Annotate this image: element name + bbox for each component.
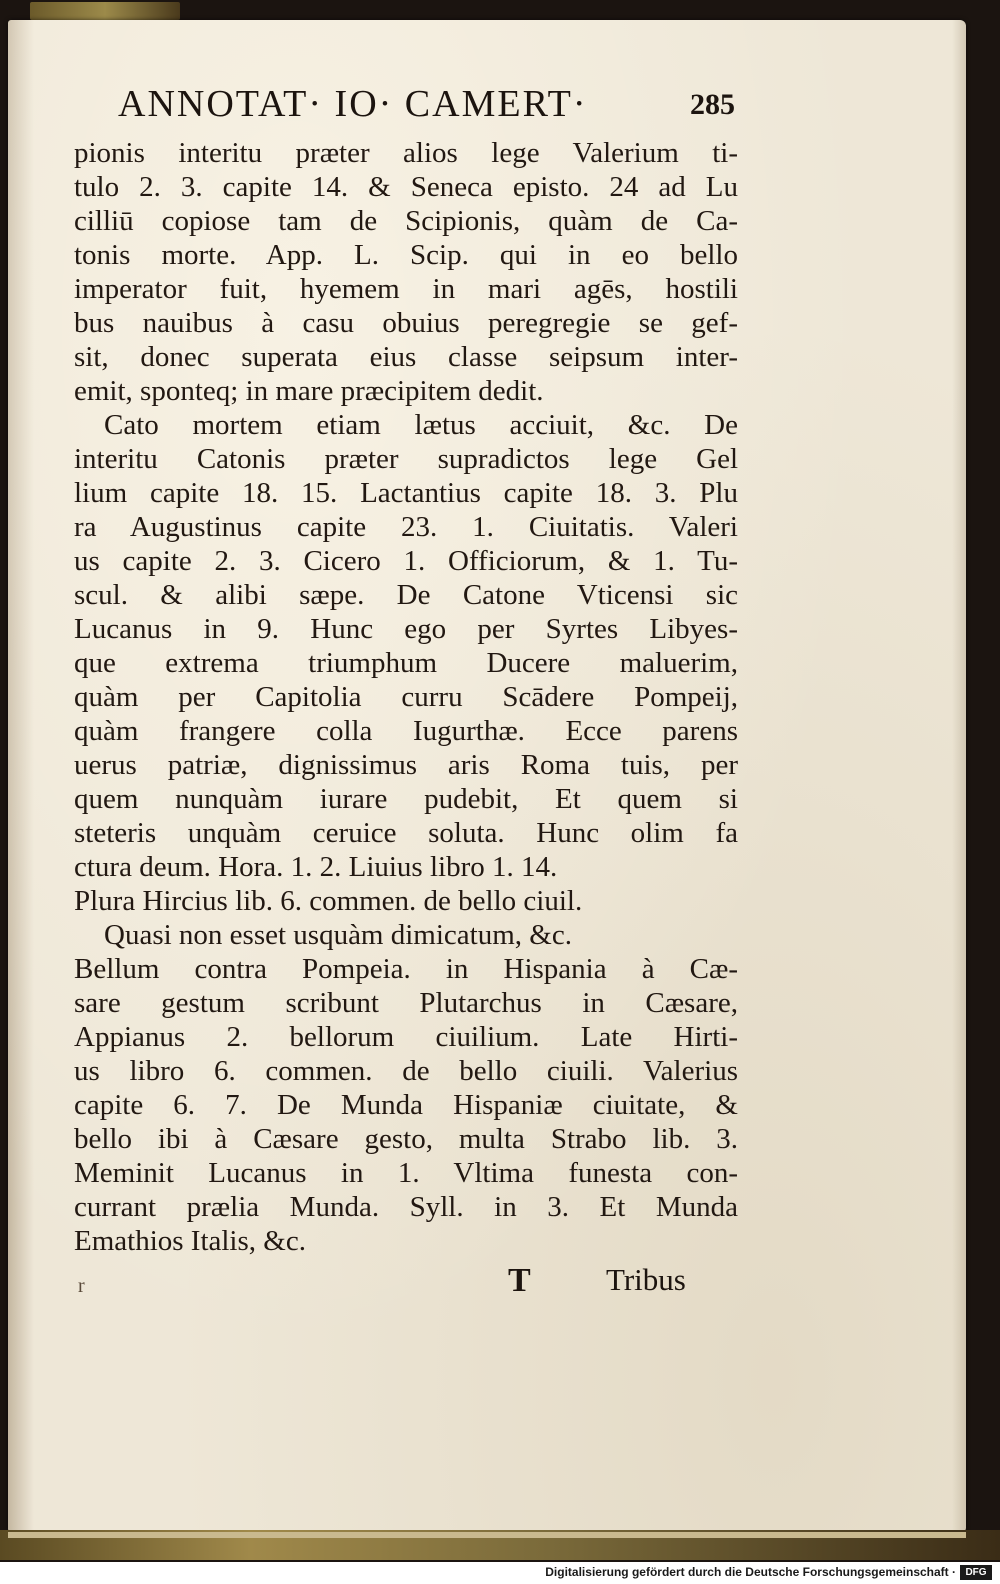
text-line: imperator fuit, hyemem in mari agēs, hostili <box>74 273 738 305</box>
text-line: quem nunquàm iurare pudebit, Et quem si <box>74 783 738 815</box>
page-number: 285 <box>690 88 735 121</box>
digitization-credit: Digitalisierung gefördert durch die Deutsche Forschungsgemeinschaft · <box>545 1565 956 1579</box>
text-line: us capite 2. 3. Cicero 1. Officiorum, & 1. Tu- <box>74 545 738 577</box>
text-line: bello ibi à Cæsare gesto, multa Strabo lib. 3. <box>74 1123 738 1155</box>
text-line: sare gestum scribunt Plutarchus in Cæsare, <box>74 987 738 1019</box>
text-line: scul. & alibi sæpe. De Catone Vticensi sic <box>74 579 738 611</box>
catchword: Tribus <box>606 1262 686 1297</box>
text-line: Appianus 2. bellorum ciuilium. Late Hirti- <box>74 1021 738 1053</box>
page-bottom-edge <box>8 1532 966 1538</box>
text-line: lium capite 18. 15. Lactantius capite 18. 3. Plu <box>74 477 738 509</box>
running-head: ANNOTAT· IO· CAMERT· <box>118 83 588 125</box>
text-line: interitu Catonis præter supradictos lege Gel <box>74 443 738 475</box>
text-line: Plura Hircius lib. 6. commen. de bello ciuil. <box>74 885 583 917</box>
text-line: Quasi non esset usquàm dimicatum, &c. <box>104 919 572 951</box>
text-line: us libro 6. commen. de bello ciuili. Valerius <box>74 1055 738 1087</box>
text-line: ra Augustinus capite 23. 1. Ciuitatis. Valeri <box>74 511 738 543</box>
text-line: steteris unquàm ceruice soluta. Hunc olim fa <box>74 817 738 849</box>
text-line: Emathios Italis, &c. <box>74 1225 306 1257</box>
text-line: tulo 2. 3. capite 14. & Seneca episto. 24 ad Lu <box>74 171 738 203</box>
text-line: Bellum contra Pompeia. in Hispania à Cæ- <box>74 953 738 985</box>
text-line: sit, donec superata eius classe seipsum inter- <box>74 341 738 373</box>
text-line: Cato mortem etiam lætus acciuit, &c. De <box>104 409 738 441</box>
text-line: quàm frangere colla Iugurthæ. Ecce parens <box>74 715 738 747</box>
text-line: capite 6. 7. De Munda Hispaniæ ciuitate, & <box>74 1089 738 1121</box>
text-line: ctura deum. Hora. 1. 2. Liuius libro 1. 14. <box>74 851 558 883</box>
text-line: emit, sponteq; in mare præcipitem dedit. <box>74 375 544 407</box>
text-line: uerus patriæ, dignissimus aris Roma tuis, per <box>74 749 738 781</box>
dfg-logo: DFG <box>960 1565 992 1580</box>
text-line: currant prælia Munda. Syll. in 3. Et Munda <box>74 1191 738 1223</box>
text-line: Lucanus in 9. Hunc ego per Syrtes Libyes- <box>74 613 738 645</box>
text-line: quàm per Capitolia curru Scādere Pompeij, <box>74 681 738 713</box>
text-line: cilliū copiose tam de Scipionis, quàm de Ca- <box>74 205 738 237</box>
text-line: bus nauibus à casu obuius peregregie se gef- <box>74 307 738 339</box>
body-text <box>74 136 738 1258</box>
book-edge-top <box>30 2 180 20</box>
text-line: Meminit Lucanus in 1. Vltima funesta con- <box>74 1157 738 1189</box>
text-line: pionis interitu præter alios lege Valerium ti- <box>74 137 738 169</box>
text-line: que extrema triumphum Ducere maluerim, <box>74 647 738 679</box>
signature-mark: T <box>508 1262 531 1299</box>
text-line: tonis morte. App. L. Scip. qui in eo bello <box>74 239 738 271</box>
page-mark: r <box>78 1275 85 1297</box>
